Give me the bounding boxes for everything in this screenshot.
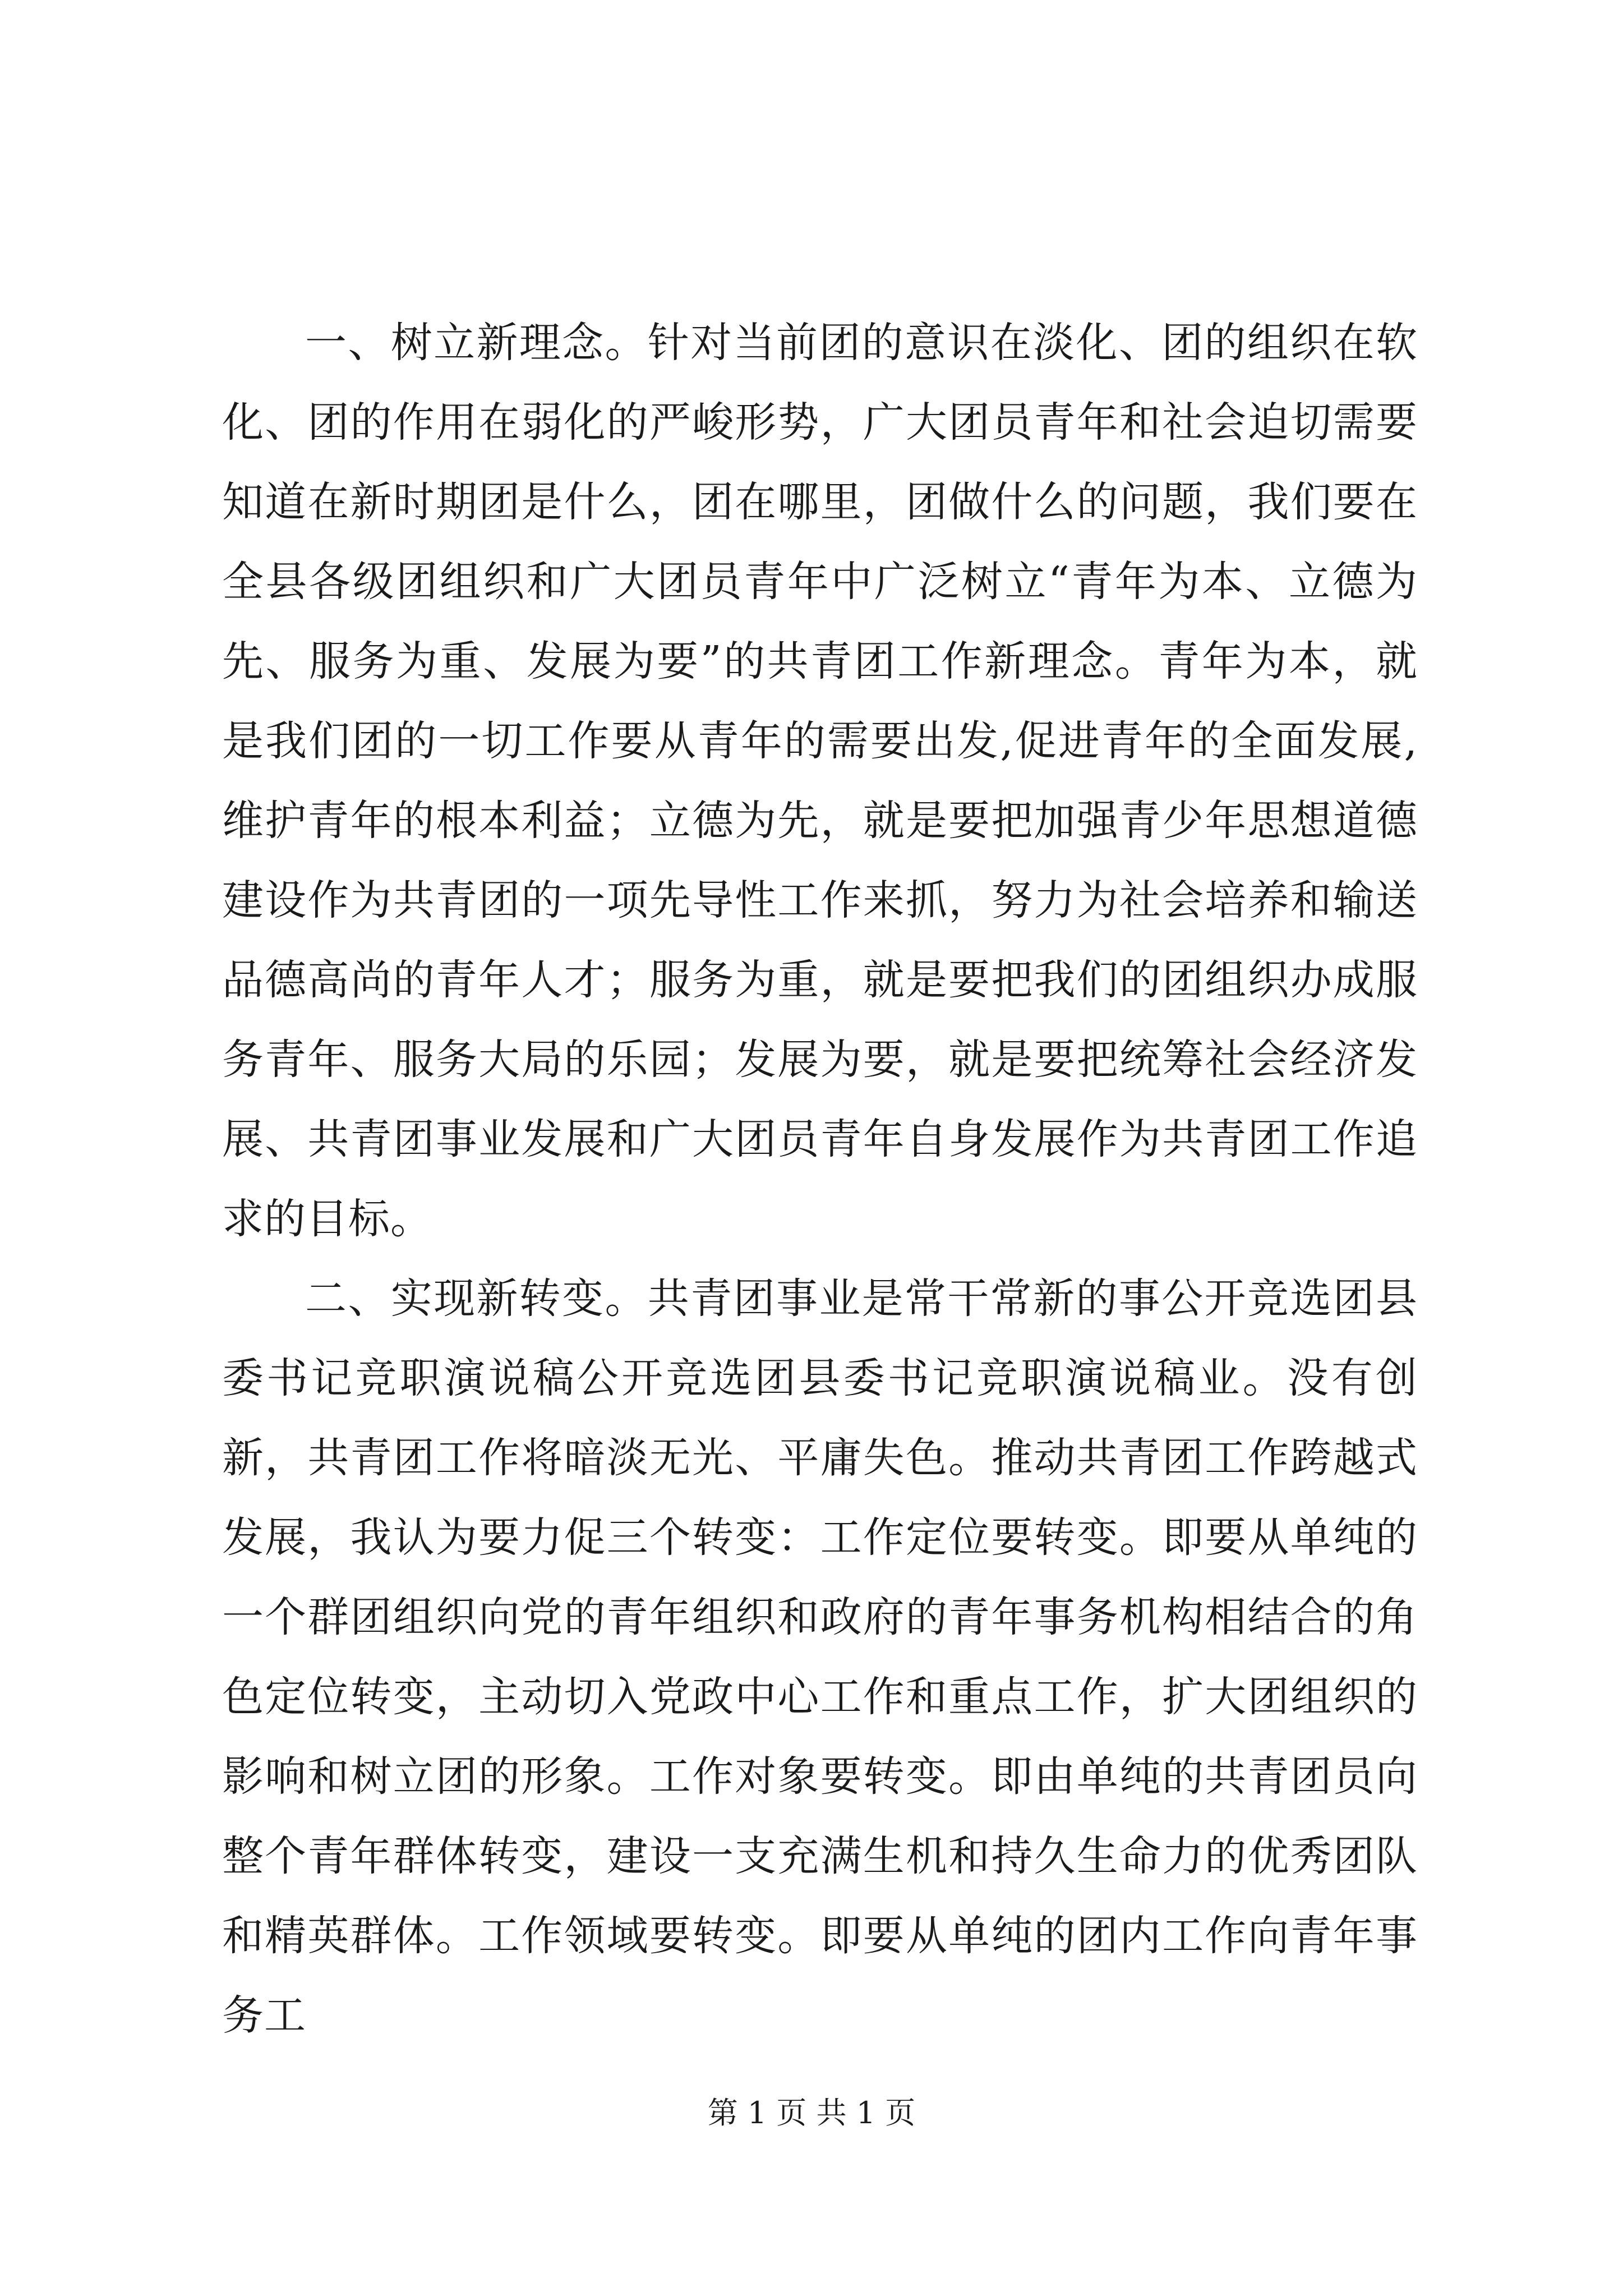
paragraph-new-transformation: 二、实现新转变。共青团事业是常干常新的事公开竞选团县委书记竞职演说稿公开竞选团县委书记竞职演说稿业。没有创新，共青团工作将暗淡无光、平庸失色。推动共青团工作跨越式发展，我认为要力促三个转变：工作定位要转变。即要从单纯的一个群团组织向党的青年组织和政府的青年事务机构相结合的角色定位转变，主动切入党政中心工作和重点工作，扩大团组织的影响和树立团的形象。工作对象要转变。即由单纯的共青团员向整个青年群体转变，建设一支充满生机和持久生命力的优秀团队和精英群体。工作领域要转变。即要从单纯的团内工作向青年事务工 bbox=[222, 1274, 1418, 2040]
document-body bbox=[222, 303, 1418, 2055]
paragraph-new-concept: 一、树立新理念。针对当前团的意识在淡化、团的组织在软化、团的作用在弱化的严峻形势，广大团员青年和社会迫切需要知道在新时期团是什么，团在哪里，团做什么的问题，我们要在全县各级团组织和广大团员青年中广泛树立“青年为本、立德为先、服务为重、发展为要”的共青团工作新理念。青年为本，就是我们团的一切工作要从青年的需要出发,促进青年的全面发展,维护青年的根本利益；立德为先，就是要把加强青少年思想道德建设作为共青团的一项先导性工作来抓，努力为社会培养和输送品德高尚的青年人才；服务为重，就是要把我们的团组织办成服务青年、服务大局的乐园；发展为要，就是要把统筹社会经济发展、共青团事业发展和广大团员青年自身发展作为共青团工作追求的目标。 bbox=[222, 319, 1418, 1243]
page-footer: 第 1 页 共 1 页 bbox=[707, 2095, 916, 2131]
